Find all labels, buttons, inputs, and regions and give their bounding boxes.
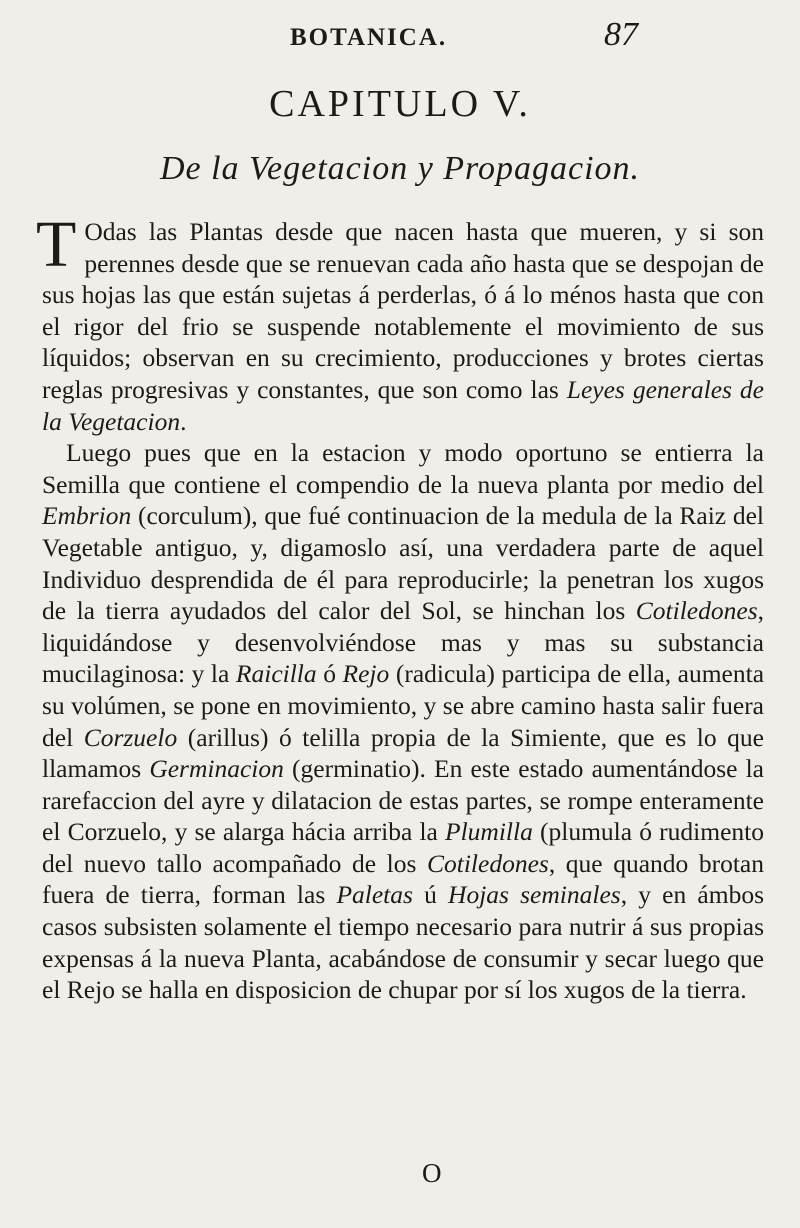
chapter-heading: CAPITULO V. bbox=[269, 83, 531, 125]
section-title: De la Vegetacion y Propagacion. bbox=[159, 150, 641, 187]
italic-term: Hojas seminales bbox=[448, 880, 621, 910]
text-run: (arillus) ó telilla propia de la Simiente, que es lo que llamamos bbox=[42, 722, 764, 784]
catchword: O bbox=[422, 1158, 442, 1188]
text-run: , liquidándose y desenvolviéndose mas y mas su substancia mucilaginosa: y la bbox=[42, 596, 764, 689]
italic-term: Plumilla bbox=[445, 817, 533, 847]
italic-term: Embrion bbox=[42, 501, 132, 531]
drop-cap: T bbox=[36, 208, 77, 281]
running-head: BOTANICA. bbox=[290, 24, 448, 51]
italic-term: Germinacion bbox=[149, 754, 284, 784]
paragraph-1 bbox=[36, 208, 764, 437]
text-run: , y en ámbos casos subsisten solamente el tiempo necesario para nutrir á sus propias expensas á la nueva Planta, acabándose de consumir y secar luego que el Rejo se halla en disposicion de chupar por sí los xugos de la tierra. bbox=[42, 880, 764, 1005]
page-header bbox=[0, 10, 800, 70]
text-run: . bbox=[180, 406, 187, 436]
text-run: (plumula ó rudimento del nuevo tallo acompañado de los bbox=[42, 817, 764, 878]
page-number: 87 bbox=[604, 16, 638, 53]
text-run: Odas las Plantas desde que nacen hasta que mueren, y si son perennes desde que se renuevan cada año hasta que se despojan de sus hojas las que están sujetas á perderlas, ó á lo ménos hasta que con el rigor del frio se suspende notablemente el movimiento de sus líquidos; observan en su crecimiento, producciones y brotes ciertas reglas progresivas y constantes, que son como las bbox=[42, 217, 764, 404]
body-text bbox=[36, 208, 765, 1006]
italic-term: Leyes generales de la Vegetacion bbox=[42, 374, 764, 436]
italic-term: Cotiledones bbox=[427, 848, 549, 878]
italic-term: Rejo bbox=[342, 659, 390, 689]
text-run: , que quando brotan fuera de tierra, forman las bbox=[42, 848, 764, 910]
text-run: Luego pues que en la estacion y modo oportuno se entierra la Semilla que contiene el compendio de la nueva planta por medio del bbox=[42, 438, 764, 499]
italic-term: Raicilla bbox=[235, 659, 317, 689]
text-run: (corculum), que fué continuacion de la medula de la Raiz del Vegetable antiguo, y, digamoslo así, una verdadera parte de aquel Individuo desprendida de él para reproducirle; la penetran los xugos de la tierra ayudados del calor del Sol, se hinchan los bbox=[42, 501, 764, 626]
text-run: ú bbox=[412, 880, 449, 910]
text-run: ó bbox=[316, 659, 343, 689]
paragraph-2 bbox=[42, 437, 764, 1006]
italic-term: Paletas bbox=[336, 880, 413, 910]
text-run: (germinatio). En este estado aumentándose la rarefaccion del ayre y dilatacion de estas partes, se rompe enteramente el Corzuelo, y se alarga hácia arriba la bbox=[42, 754, 764, 847]
italic-term: Corzuelo bbox=[83, 722, 178, 752]
italic-term: Cotiledones bbox=[635, 596, 758, 626]
text-run: (radicula) participa de ella, aumenta su volúmen, se pone en movimiento, y se abre camino hasta salir fuera del bbox=[42, 659, 765, 752]
